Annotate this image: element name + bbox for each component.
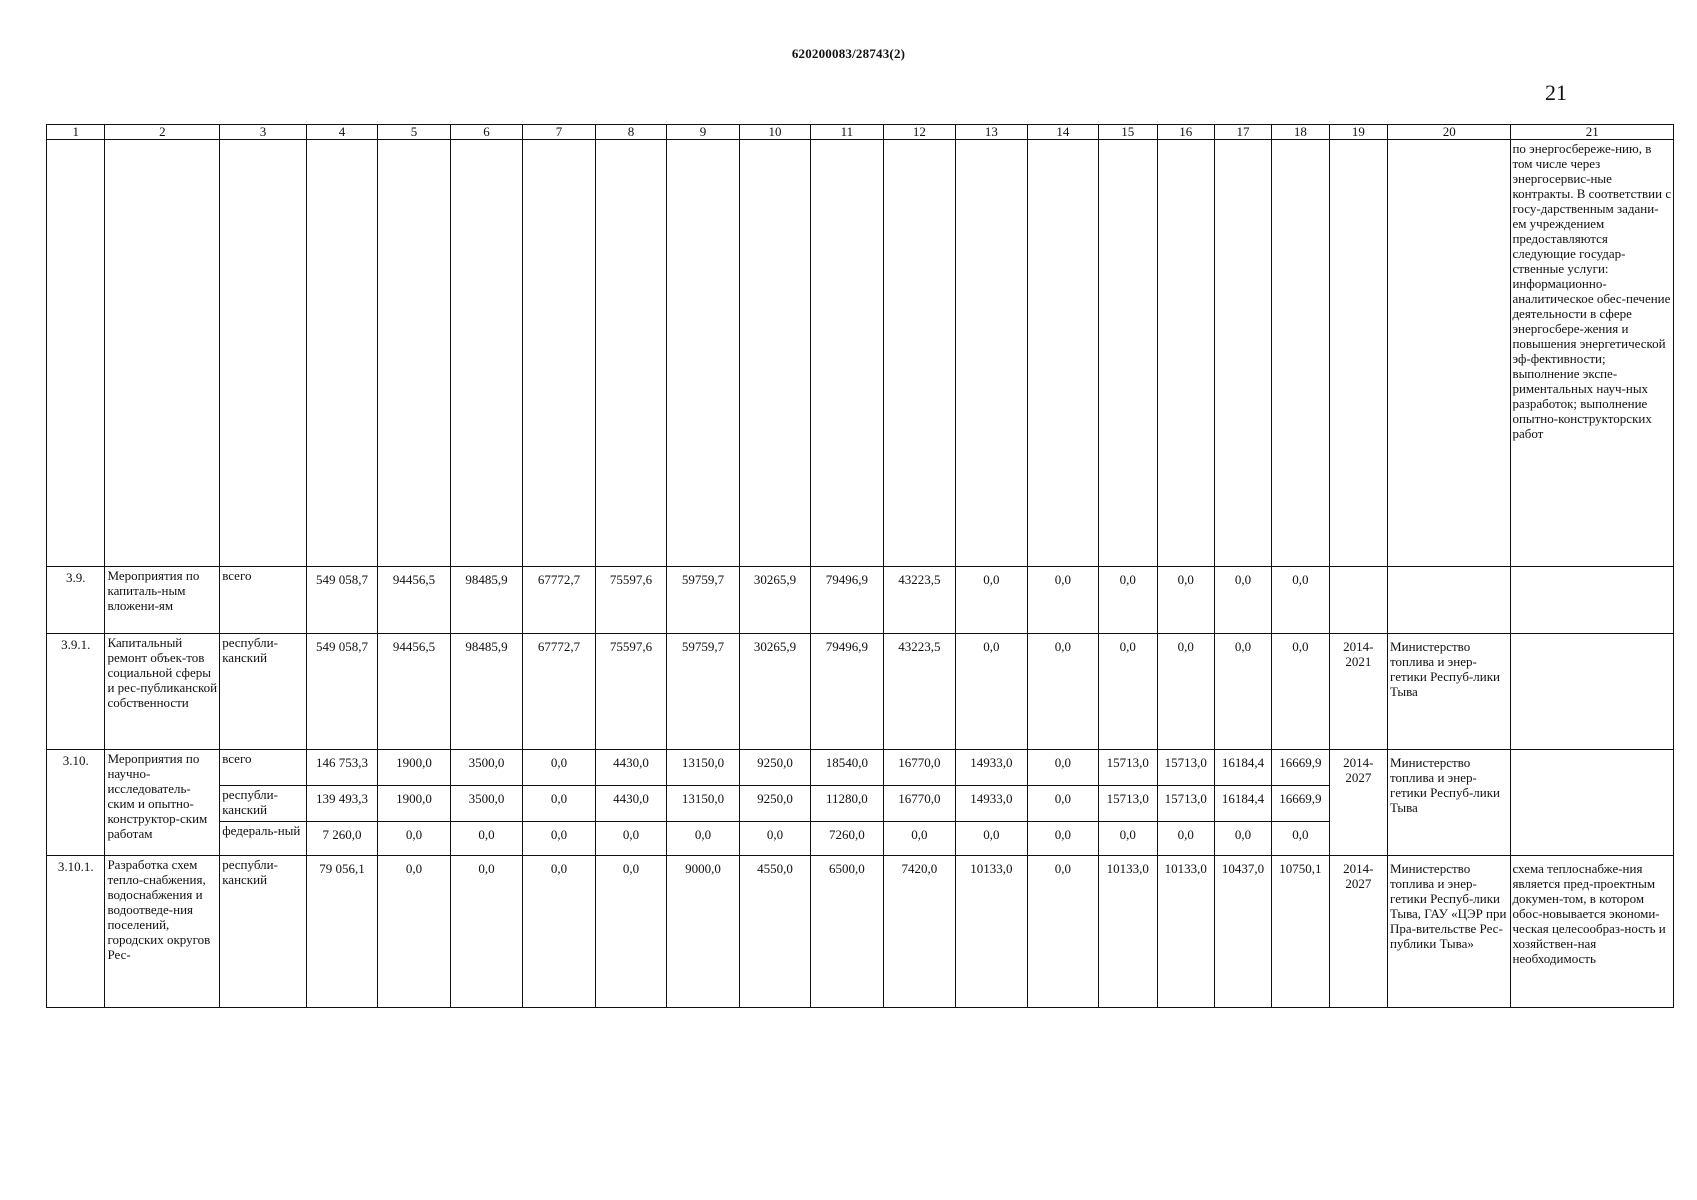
value-cell: 0,0	[1027, 786, 1098, 822]
value-cell: 0,0	[1027, 822, 1098, 856]
value-cell: 7260,0	[811, 822, 884, 856]
column-header: 5	[378, 125, 451, 140]
value-cell: 0,0	[739, 822, 810, 856]
item-code: 3.10.1.	[47, 856, 105, 1008]
table-row	[47, 856, 1674, 1008]
funding-source: всего	[220, 750, 307, 786]
value-cell: 0,0	[1027, 856, 1098, 1008]
value-cell: 14933,0	[956, 750, 1027, 786]
value-cell: 0,0	[956, 822, 1027, 856]
value-cell: 15713,0	[1099, 786, 1157, 822]
period-cell: 2014-2027	[1329, 856, 1387, 1008]
value-cell: 0,0	[378, 822, 451, 856]
value-cell: 75597,6	[595, 634, 666, 750]
value-cell: 98485,9	[450, 634, 523, 750]
value-cell: 4430,0	[595, 786, 666, 822]
value-cell: 30265,9	[739, 567, 810, 634]
value-cell: 4550,0	[739, 856, 810, 1008]
value-cell: 43223,5	[883, 567, 956, 634]
value-cell: 0,0	[450, 822, 523, 856]
value-cell: 79496,9	[811, 567, 884, 634]
column-header: 20	[1388, 125, 1511, 140]
column-header: 4	[306, 125, 377, 140]
table-row	[47, 567, 1674, 634]
item-code: 3.9.1.	[47, 634, 105, 750]
value-cell: 139 493,3	[306, 786, 377, 822]
value-cell: 15713,0	[1157, 786, 1214, 822]
value-cell: 0,0	[1214, 567, 1271, 634]
period-cell: 2014-2021	[1329, 634, 1387, 750]
value-cell: 0,0	[523, 750, 596, 786]
value-cell: 7 260,0	[306, 822, 377, 856]
value-cell: 0,0	[1214, 634, 1271, 750]
column-header: 8	[595, 125, 666, 140]
value-cell: 79496,9	[811, 634, 884, 750]
value-cell: 15713,0	[1099, 750, 1157, 786]
value-cell: 549 058,7	[306, 567, 377, 634]
value-cell: 1900,0	[378, 786, 451, 822]
value-cell: 0,0	[1099, 822, 1157, 856]
description-cell: по энергосбереже-нию, в том числе через энергосервис-ные контракты. В соответствии с госу-дарственным задани-ем учреждением предоставляются следующие государ-ственные услуги: информационно-аналитическое обес-печение деятельности в сфере энергосбере-жения и повышения энергетической эф-фективности; выполнение экспе-риментальных науч-ных разработок; выполнение опытно-конструкторских работ	[1511, 140, 1674, 567]
value-cell: 0,0	[1027, 750, 1098, 786]
value-cell: 67772,7	[523, 567, 596, 634]
funding-source: республи-канский	[220, 634, 307, 750]
value-cell: 11280,0	[811, 786, 884, 822]
column-header: 16	[1157, 125, 1214, 140]
page-number: 21	[1545, 80, 1567, 105]
value-cell: 0,0	[523, 856, 596, 1008]
value-cell: 10133,0	[1157, 856, 1214, 1008]
value-cell: 0,0	[1099, 634, 1157, 750]
value-cell: 10750,1	[1272, 856, 1329, 1008]
value-cell: 0,0	[1157, 567, 1214, 634]
value-cell: 0,0	[667, 822, 740, 856]
funding-source: всего	[220, 567, 307, 634]
value-cell: 0,0	[1272, 822, 1329, 856]
column-header: 2	[105, 125, 220, 140]
value-cell: 3500,0	[450, 750, 523, 786]
value-cell: 16669,9	[1272, 750, 1329, 786]
column-header: 21	[1511, 125, 1674, 140]
column-header: 11	[811, 125, 884, 140]
value-cell: 0,0	[883, 822, 956, 856]
item-name: Мероприятия по капиталь-ным вложени-ям	[105, 567, 220, 634]
value-cell: 7420,0	[883, 856, 956, 1008]
program-table	[46, 124, 1674, 1008]
value-cell: 0,0	[1157, 634, 1214, 750]
value-cell: 9250,0	[739, 786, 810, 822]
table-row	[47, 634, 1674, 750]
value-cell: 0,0	[1157, 822, 1214, 856]
value-cell: 94456,5	[378, 634, 451, 750]
funding-source: республи-канский	[220, 786, 307, 822]
value-cell: 10437,0	[1214, 856, 1271, 1008]
value-cell: 146 753,3	[306, 750, 377, 786]
value-cell: 15713,0	[1157, 750, 1214, 786]
column-header: 18	[1272, 125, 1329, 140]
value-cell: 9250,0	[739, 750, 810, 786]
value-cell: 0,0	[595, 822, 666, 856]
value-cell: 16669,9	[1272, 786, 1329, 822]
value-cell: 43223,5	[883, 634, 956, 750]
value-cell: 13150,0	[667, 750, 740, 786]
column-header: 6	[450, 125, 523, 140]
value-cell: 59759,7	[667, 567, 740, 634]
value-cell: 1900,0	[378, 750, 451, 786]
value-cell: 10133,0	[1099, 856, 1157, 1008]
column-header: 9	[667, 125, 740, 140]
value-cell: 98485,9	[450, 567, 523, 634]
value-cell: 30265,9	[739, 634, 810, 750]
value-cell: 4430,0	[595, 750, 666, 786]
value-cell: 67772,7	[523, 634, 596, 750]
column-header: 13	[956, 125, 1027, 140]
value-cell: 75597,6	[595, 567, 666, 634]
table-row	[47, 750, 1674, 786]
value-cell: 0,0	[1214, 822, 1271, 856]
executor-cell: Министерство топлива и энер-гетики Респуб-лики Тыва	[1388, 750, 1511, 856]
item-code: 3.9.	[47, 567, 105, 634]
item-name: Мероприятия по научно-исследователь-ским и опытно-конструктор-ским работам	[105, 750, 220, 856]
executor-cell: Министерство топлива и энер-гетики Респуб-лики Тыва, ГАУ «ЦЭР при Пра-вительстве Рес-публики Тыва»	[1388, 856, 1511, 1008]
value-cell: 0,0	[1272, 634, 1329, 750]
value-cell: 0,0	[1272, 567, 1329, 634]
value-cell: 18540,0	[811, 750, 884, 786]
value-cell: 3500,0	[450, 786, 523, 822]
value-cell: 16770,0	[883, 786, 956, 822]
funding-source: федераль-ный	[220, 822, 307, 856]
value-cell: 14933,0	[956, 786, 1027, 822]
value-cell: 16184,4	[1214, 750, 1271, 786]
executor-cell: Министерство топлива и энер-гетики Респуб-лики Тыва	[1388, 634, 1511, 750]
value-cell: 0,0	[523, 822, 596, 856]
description-cell: схема теплоснабже-ния является пред-проектным докумен-том, в котором обос-новывается экономи-ческая целесообраз-ность и хозяйствен-ная необходимость	[1511, 856, 1674, 1008]
value-cell: 0,0	[378, 856, 451, 1008]
column-header: 1	[47, 125, 105, 140]
item-name: Капитальный ремонт объек-тов социальной сферы и рес-публиканской собственности	[105, 634, 220, 750]
column-header: 7	[523, 125, 596, 140]
value-cell: 59759,7	[667, 634, 740, 750]
column-number-row	[47, 125, 1674, 140]
value-cell: 0,0	[595, 856, 666, 1008]
value-cell: 0,0	[956, 634, 1027, 750]
value-cell: 10133,0	[956, 856, 1027, 1008]
funding-source: республи-канский	[220, 856, 307, 1008]
value-cell: 0,0	[1027, 634, 1098, 750]
value-cell: 79 056,1	[306, 856, 377, 1008]
column-header: 15	[1099, 125, 1157, 140]
column-header: 19	[1329, 125, 1387, 140]
column-header: 3	[220, 125, 307, 140]
column-header: 14	[1027, 125, 1098, 140]
value-cell: 94456,5	[378, 567, 451, 634]
column-header: 10	[739, 125, 810, 140]
item-code: 3.10.	[47, 750, 105, 856]
value-cell: 16770,0	[883, 750, 956, 786]
table-row	[47, 140, 1674, 567]
period-cell: 2014-2027	[1329, 750, 1387, 856]
value-cell: 0,0	[450, 856, 523, 1008]
value-cell: 0,0	[523, 786, 596, 822]
value-cell: 549 058,7	[306, 634, 377, 750]
value-cell: 6500,0	[811, 856, 884, 1008]
column-header: 12	[883, 125, 956, 140]
value-cell: 0,0	[1099, 567, 1157, 634]
value-cell: 0,0	[956, 567, 1027, 634]
column-header: 17	[1214, 125, 1271, 140]
value-cell: 16184,4	[1214, 786, 1271, 822]
document-id: 620200083/28743(2)	[791, 46, 906, 61]
value-cell: 0,0	[1027, 567, 1098, 634]
item-name: Разработка схем тепло-снабжения, водоснабжения и водоотведе-ния поселений, городских округов Рес-	[105, 856, 220, 1008]
value-cell: 9000,0	[667, 856, 740, 1008]
value-cell: 13150,0	[667, 786, 740, 822]
